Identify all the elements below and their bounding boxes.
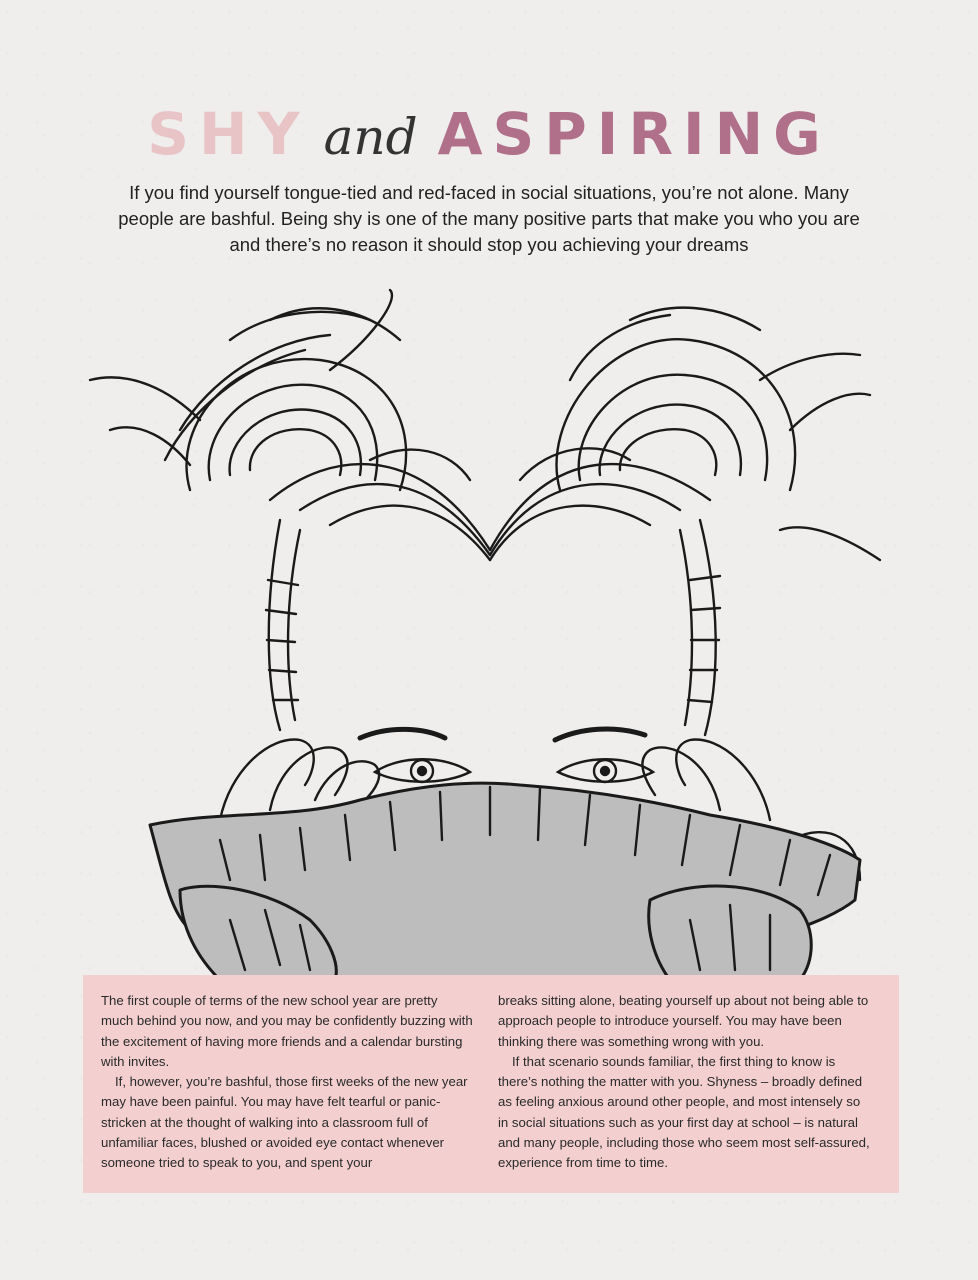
- body-text-box: [83, 975, 899, 1193]
- intro-paragraph: If you find yourself tongue-tied and red-faced in social situations, you’re not alone. Many people are bashful. Being shy is one of the many positive parts that make you who you are and there’s no reason it should stop you achieving your dreams: [118, 182, 860, 255]
- title-and: and: [323, 108, 418, 166]
- left-column: [101, 991, 473, 1174]
- body-paragraph: If, however, you’re bashful, those first weeks of the new year may have been painful. You may have felt tearful or panic-stricken at the thought of walking into a classroom full of unfamiliar faces, blushed or avoided eye contact whenever someone tried to speak to you, and spent your: [101, 1074, 468, 1171]
- left-bun: [90, 290, 406, 490]
- body-paragraph: breaks sitting alone, beating yourself up about not being able to approach people to introduce yourself. You may have been thinking there was something wrong with you.: [498, 993, 869, 1049]
- girl-illustration: [70, 280, 910, 980]
- title-aspiring: ASPIRING: [437, 100, 831, 168]
- right-eyebrow: [555, 729, 645, 740]
- left-eye: [375, 759, 470, 782]
- body-paragraph: If that scenario sounds familiar, the first thing to know is there’s nothing the matter with you. Shyness – broadly defined as feeling anxious around other people, and most intensely so in social situations such as your first day at school – is natural and many people, including those who seem most self-assured, experience from time to time.: [498, 1053, 870, 1171]
- title-shy: SHY: [147, 100, 310, 168]
- page-title: [0, 100, 978, 168]
- right-column: [498, 991, 870, 1174]
- left-eyebrow: [360, 729, 445, 738]
- right-eye: [558, 759, 653, 782]
- ruffled-collar: [150, 783, 860, 980]
- body-paragraph: The first couple of terms of the new school year are pretty much behind you now, and you may be confidently buzzing with the excitement of having more friends and a calendar bursting with invites.: [101, 993, 473, 1069]
- hair-top: [270, 448, 710, 560]
- right-bun: [557, 308, 880, 560]
